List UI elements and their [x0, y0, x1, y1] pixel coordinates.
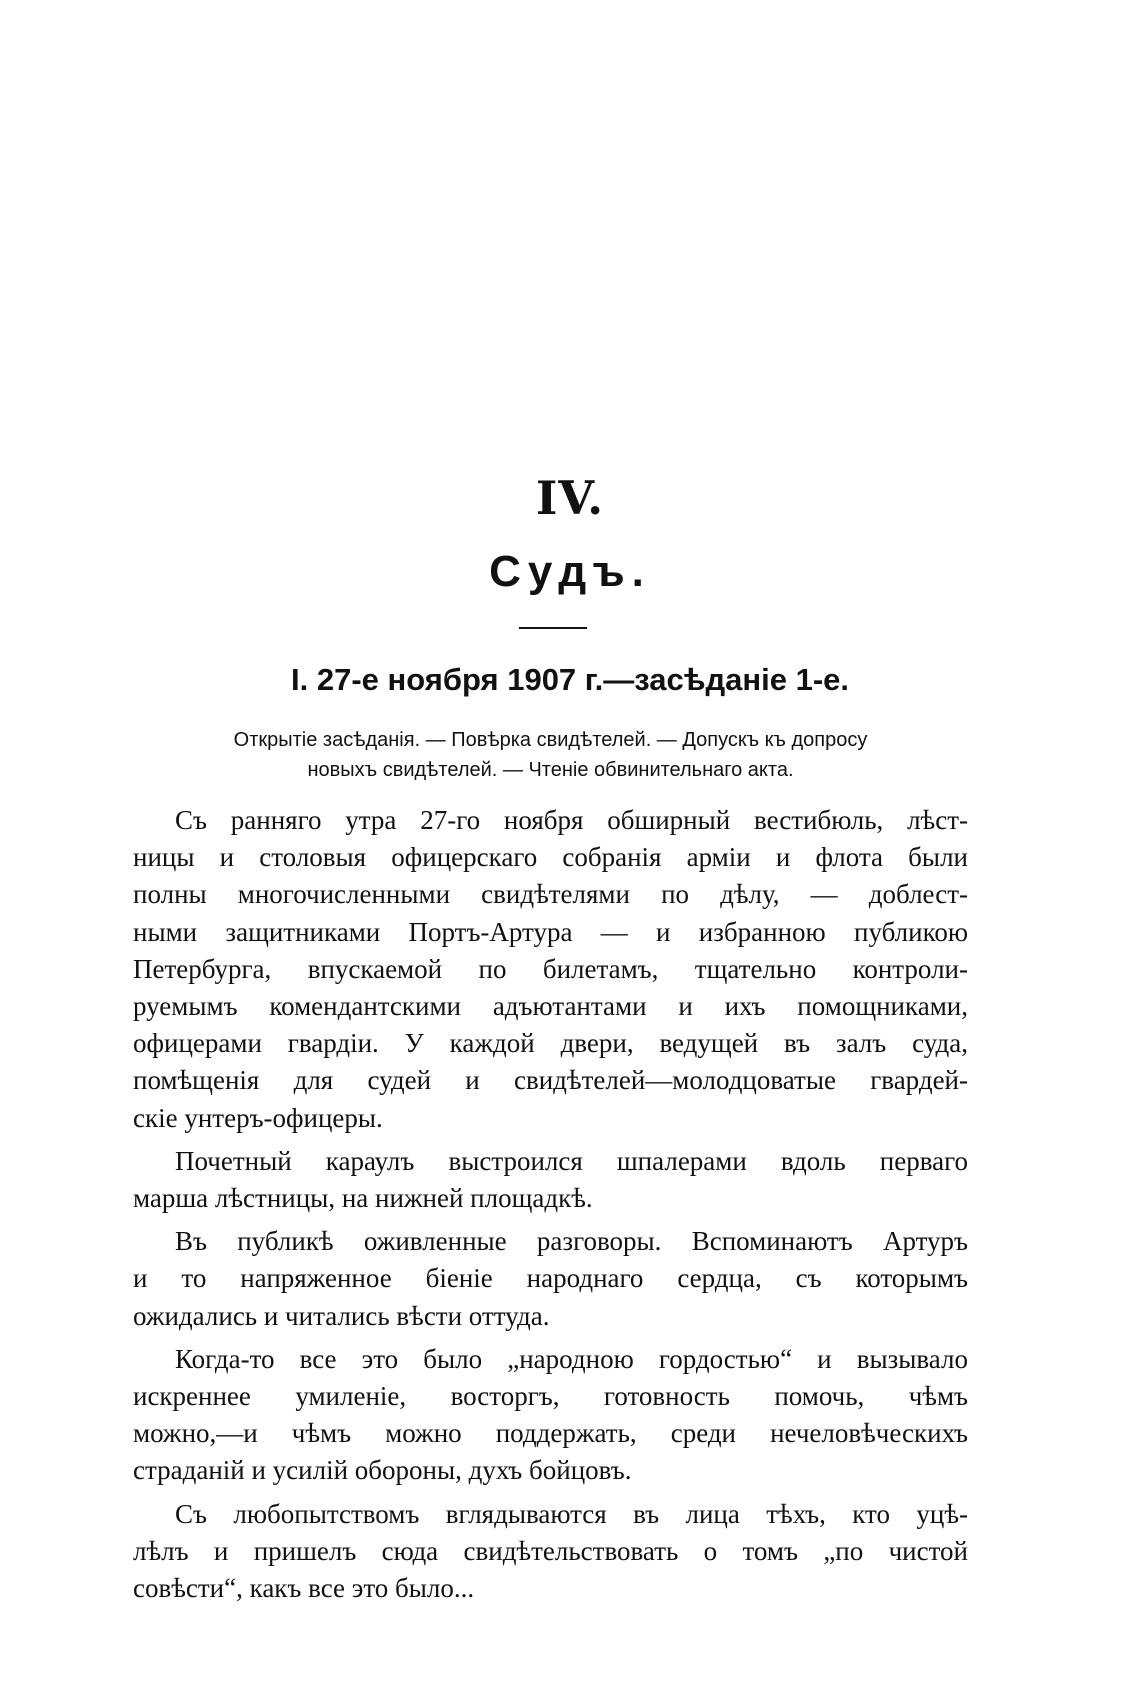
text-line: Петербурга, впускаемой по билетамъ, тщательно контроли-	[133, 953, 968, 984]
text-line: полны многочисленными свидѣтелями по дѣлу, — доблест-	[133, 879, 968, 910]
text-line: помѣщенія для судей и свидѣтелей—молодцоватые гвардей-	[133, 1065, 968, 1096]
text-line: скіе унтеръ-офицеры.	[133, 1102, 383, 1133]
summary-line: новыхъ свидѣтелей. — Чтеніе обвинительнаго акта.	[307, 759, 794, 781]
text-line: совѣсти“, какъ все это было...	[133, 1573, 475, 1604]
text-line: ницы и столовыя офицерскаго собранія арміи и флота были	[133, 842, 968, 873]
paragraph	[133, 1223, 968, 1335]
chapter-title: Судъ.	[489, 547, 651, 596]
text-line: Почетный караулъ выстроился шпалерами вдоль перваго	[175, 1145, 968, 1176]
chapter-number: IV.	[535, 471, 605, 525]
text-line: искреннее умиленіе, восторгъ, готовность помочь, чѣмъ	[133, 1381, 968, 1412]
body-text	[133, 802, 968, 1613]
text-line: Съ ранняго утра 27-го ноября обширный вестибюль, лѣст-	[175, 805, 968, 835]
section-heading: I. 27-е ноября 1907 г.—засѣданіе 1-е.	[291, 662, 849, 697]
title-divider	[519, 627, 587, 629]
text-line: офицерами гвардіи. У каждой двери, ведущей въ залъ суда,	[133, 1028, 968, 1059]
text-line: и то напряженное біеніе народнаго сердца, съ которымъ	[133, 1263, 968, 1294]
text-line: Когда-то все это было „народною гордостью“ и вызывало	[175, 1343, 968, 1374]
section-summary	[133, 725, 968, 785]
summary-line: Открытіе засѣданія. — Повѣрка свидѣтелей. — Допускъ къ допросу	[233, 729, 868, 751]
text-line: руемымъ комендантскими адъютантами и ихъ помощниками,	[133, 991, 968, 1022]
text-line: ными защитниками Портъ-Артура — и избранною публикою	[133, 916, 968, 947]
text-line: ожидались и читались вѣсти оттуда.	[133, 1300, 550, 1331]
text-line: страданій и усилій обороны, духъ бойцовъ.	[133, 1455, 632, 1486]
paragraph	[133, 1143, 968, 1217]
paragraph	[133, 802, 968, 1137]
paragraph	[133, 1341, 968, 1490]
text-line: Съ любопытствомъ вглядываются въ лица тѣхъ, кто уцѣ-	[175, 1498, 968, 1529]
text-line: марша лѣстницы, на нижней площадкѣ.	[133, 1183, 593, 1214]
text-line: лѣлъ и пришелъ сюда свидѣтельствовать о томъ „по чистой	[133, 1535, 968, 1566]
text-line: Въ публикѣ оживленные разговоры. Вспоминаютъ Артуръ	[175, 1226, 968, 1257]
paragraph	[133, 1496, 968, 1608]
text-line: можно,—и чѣмъ можно поддержать, среди нечеловѣческихъ	[133, 1418, 968, 1449]
